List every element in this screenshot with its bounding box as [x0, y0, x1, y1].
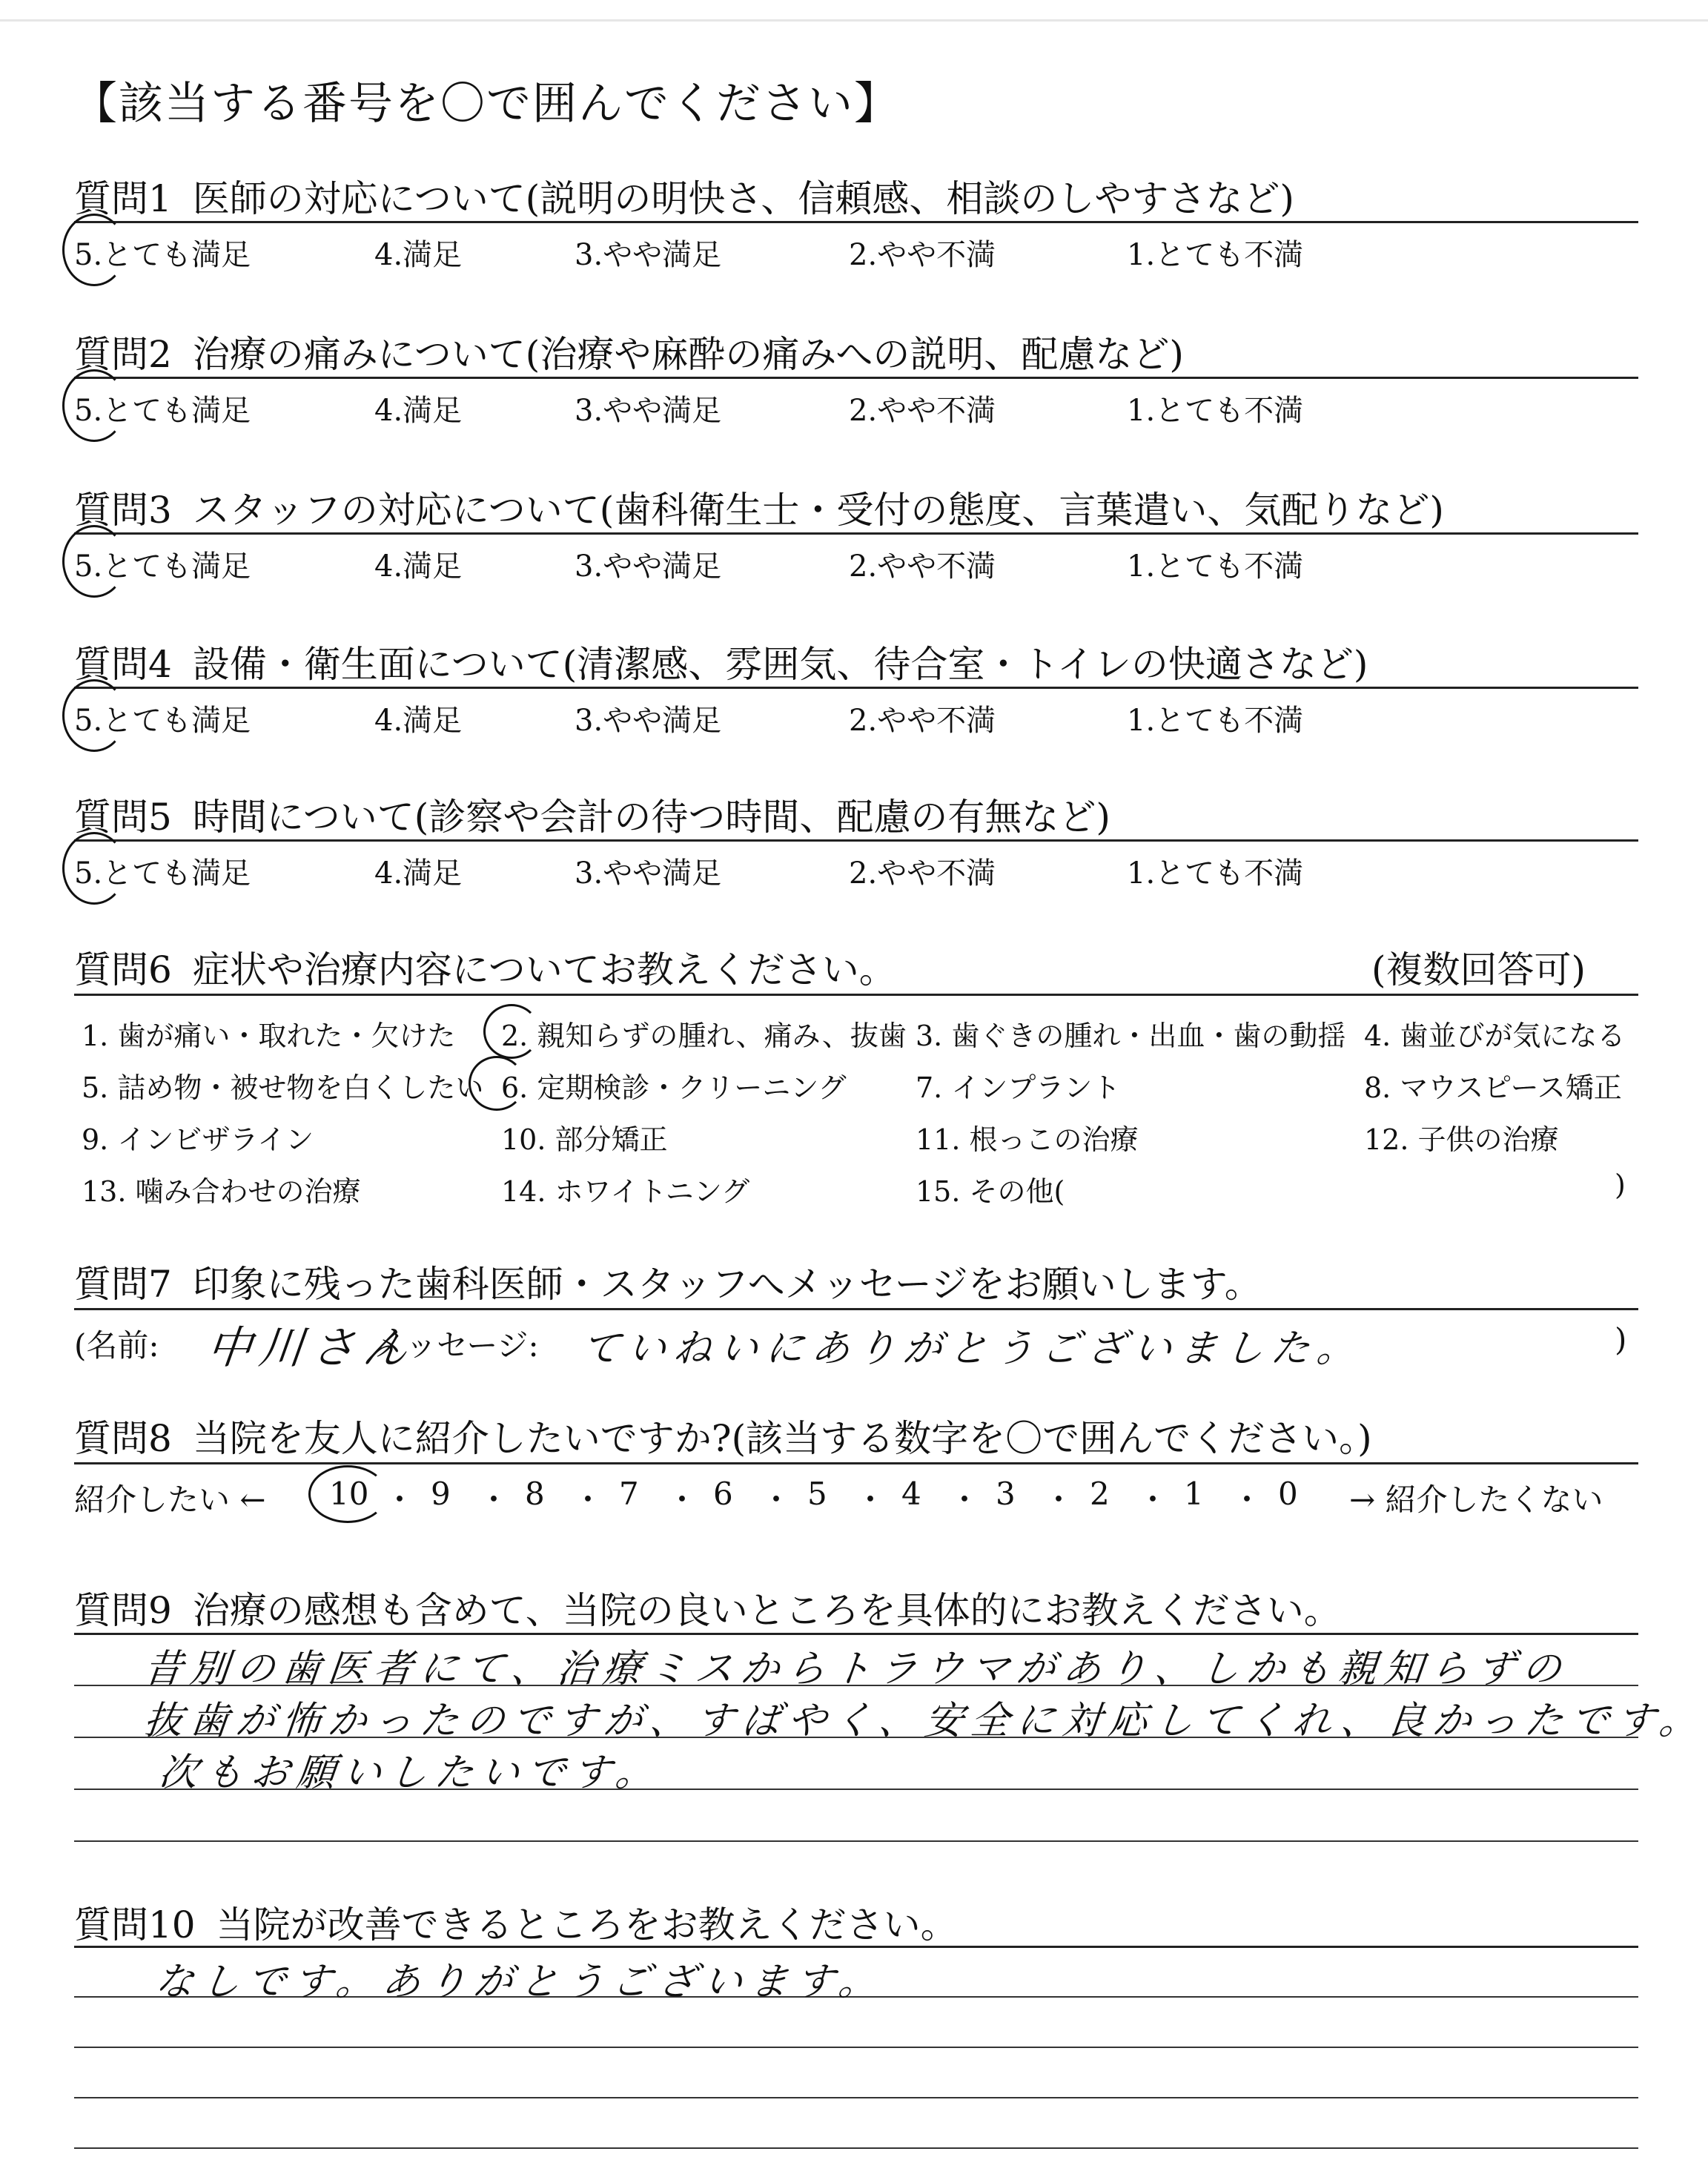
q6-option-11[interactable]: 11. 根っこの治療 [916, 1123, 1139, 1156]
q10-rule-0 [74, 1946, 1638, 1948]
q8-scale-0[interactable]: 0 [1278, 1476, 1298, 1512]
q1-option-5[interactable]: 5.とても満足 [74, 238, 251, 272]
q10-rule-4 [74, 2147, 1638, 2149]
q9-rule-4 [74, 1840, 1638, 1842]
q2-option-2[interactable]: 2.やや不満 [849, 394, 996, 428]
q8-scale-6[interactable]: 6 [713, 1476, 733, 1512]
q3-selection-mark [62, 525, 126, 598]
q8-title [74, 1409, 1372, 1462]
q1-rule [74, 221, 1638, 223]
q6-option-5[interactable]: 5. 詰め物・被せ物を白くしたい [82, 1071, 484, 1104]
q3-option-4[interactable]: 4.満足 [374, 549, 463, 584]
q5-option-5[interactable]: 5.とても満足 [74, 856, 251, 891]
q2-number: 質問2 [74, 333, 172, 376]
q8-scale-5[interactable]: 5 [807, 1476, 827, 1512]
q5-rule [74, 839, 1638, 842]
q9-answer-line-2: 抜歯が怖かったのですが、すばやく、安全に対応してくれ、良かったです。 [142, 1699, 1708, 1743]
q5-option-3[interactable]: 3.やや満足 [575, 856, 722, 891]
q6-rule [74, 994, 1638, 996]
q1-option-1[interactable]: 1.とても不満 [1127, 238, 1304, 272]
q4-option-4[interactable]: 4.満足 [374, 704, 463, 738]
q6-note: (複数回答可) [1371, 948, 1586, 991]
q1-option-4[interactable]: 4.満足 [374, 238, 463, 272]
q8-scale-separator: ・ [855, 1482, 887, 1518]
q8-number: 質問8 [74, 1417, 172, 1460]
q8-scale-4[interactable]: 4 [901, 1476, 921, 1512]
q8-scale-separator: ・ [949, 1482, 981, 1518]
q10-number: 質問10 [74, 1903, 196, 1946]
q8-scale-separator: ・ [478, 1482, 510, 1518]
q9-answer-line-1: 昔別の歯医者にて、治療ミスからトラウマがあり、しかも親知らずの [142, 1647, 1571, 1691]
q3-text: スタッフの対応について(歯科衛生士・受付の態度、言葉遣い、気配りなど) [192, 489, 1444, 532]
q6-option-9[interactable]: 9. インビザライン [82, 1123, 314, 1156]
q10-text: 当院が改善できるところをお教えください。 [216, 1903, 958, 1946]
q7-name-label: (名前: [74, 1327, 159, 1364]
q9-text: 治療の感想も含めて、当院の良いところを具体的にお教えください。 [192, 1589, 1341, 1632]
q6-option-6[interactable]: 6. 定期検診・クリーニング [501, 1071, 847, 1104]
q6-option-8[interactable]: 8. マウスピース矯正 [1364, 1071, 1622, 1104]
q1-title [74, 169, 1294, 222]
q2-title [74, 325, 1184, 378]
q2-text: 治療の痛みについて(治療や麻酔の痛みへの説明、配慮など) [192, 333, 1184, 376]
q3-option-3[interactable]: 3.やや満足 [575, 549, 722, 584]
q6-option-10[interactable]: 10. 部分矯正 [501, 1123, 668, 1156]
q2-rule [74, 377, 1638, 379]
q3-option-2[interactable]: 2.やや不満 [849, 549, 996, 584]
q8-scale-10[interactable]: 10 [329, 1476, 369, 1512]
q2-option-3[interactable]: 3.やや満足 [575, 394, 722, 428]
top-border [0, 19, 1708, 22]
q8-scale-separator: ・ [384, 1482, 416, 1518]
q7-title [74, 1255, 1262, 1308]
q8-text: 当院を友人に紹介したいですか?(該当する数字を〇で囲んでください。) [192, 1417, 1372, 1460]
q6-option-4[interactable]: 4. 歯並びが気になる [1364, 1020, 1626, 1052]
q9-number: 質問9 [74, 1589, 172, 1632]
q8-scale-separator: ・ [666, 1482, 698, 1518]
q4-option-1[interactable]: 1.とても不満 [1127, 704, 1304, 738]
page-heading: 【該当する番号を〇で囲んでください】 [73, 78, 900, 130]
q8-scale-separator: ・ [1137, 1482, 1169, 1518]
q5-option-1[interactable]: 1.とても不満 [1127, 856, 1304, 891]
q1-number: 質問1 [74, 177, 172, 220]
q4-selection-mark [62, 679, 126, 752]
q7-number: 質問7 [74, 1263, 172, 1306]
q8-scale-separator: ・ [572, 1482, 604, 1518]
q10-rule-3 [74, 2097, 1638, 2098]
q6-text: 症状や治療内容についてお教えください。 [192, 948, 896, 991]
q3-rule [74, 532, 1638, 535]
q8-scale-3[interactable]: 3 [996, 1476, 1016, 1512]
q3-title [74, 480, 1444, 534]
q6-title [74, 940, 896, 994]
q6-option-7[interactable]: 7. インプラント [916, 1071, 1121, 1104]
q6-option-13[interactable]: 13. 噛み合わせの治療 [82, 1175, 361, 1208]
q8-rule [74, 1462, 1638, 1464]
q2-option-4[interactable]: 4.満足 [374, 394, 463, 428]
q5-selection-mark [62, 832, 126, 905]
q8-left-label: 紹介したい ← [74, 1482, 266, 1518]
q6-option-12[interactable]: 12. 子供の治療 [1364, 1123, 1559, 1156]
q6-selection-mark-2 [483, 1004, 540, 1059]
q6-selection-mark-6 [469, 1056, 525, 1111]
q9-title [74, 1581, 1341, 1634]
q5-option-2[interactable]: 2.やや不満 [849, 856, 996, 891]
q1-text: 医師の対応について(説明の明快さ、信頼感、相談のしやすさなど) [192, 177, 1294, 220]
q6-option-2[interactable]: 2. 親知らずの腫れ、痛み、抜歯 [501, 1020, 907, 1052]
q7-message-value: ていねいにありがとうございました。 [579, 1327, 1366, 1371]
q4-option-3[interactable]: 3.やや満足 [575, 704, 722, 738]
q4-rule [74, 687, 1638, 689]
q5-option-4[interactable]: 4.満足 [374, 856, 463, 891]
q6-option-3[interactable]: 3. 歯ぐきの腫れ・出血・歯の動揺 [916, 1020, 1346, 1052]
q8-scale-1[interactable]: 1 [1184, 1476, 1204, 1512]
q5-text: 時間について(診察や会計の待つ時間、配慮の有無など) [192, 796, 1110, 839]
q3-option-1[interactable]: 1.とても不満 [1127, 549, 1304, 584]
q7-message-label: メッセージ: [374, 1327, 539, 1364]
q8-scale-separator: ・ [1231, 1482, 1263, 1518]
q8-scale-separator: ・ [761, 1482, 792, 1518]
q10-answer-line-1: なしです。ありがとうございます。 [153, 1960, 887, 2004]
q5-number: 質問5 [74, 796, 172, 839]
q8-selection-mark [308, 1465, 387, 1523]
q7-name-value: 中川さん [204, 1322, 418, 1374]
q2-option-5[interactable]: 5.とても満足 [74, 394, 251, 428]
q1-option-3[interactable]: 3.やや満足 [575, 238, 722, 272]
q4-number: 質問4 [74, 643, 172, 686]
q10-title [74, 1895, 958, 1949]
q4-title [74, 635, 1368, 688]
q7-text: 印象に残った歯科医師・スタッフへメッセージをお願いします。 [192, 1263, 1262, 1306]
q3-option-5[interactable]: 5.とても満足 [74, 549, 251, 584]
q6-number: 質問6 [74, 948, 172, 991]
q6-option-15[interactable]: 15. その他( [916, 1175, 1065, 1208]
q4-option-5[interactable]: 5.とても満足 [74, 704, 251, 738]
q4-option-2[interactable]: 2.やや不満 [849, 704, 996, 738]
q10-rule-2 [74, 2047, 1638, 2048]
q8-scale-2[interactable]: 2 [1090, 1476, 1110, 1512]
q8-right-label: → 紹介したくない [1349, 1482, 1603, 1518]
q9-answer-line-3: 次もお願いしたいです。 [156, 1751, 664, 1795]
q6-other-close: ) [1615, 1169, 1626, 1201]
q9-rule-0 [74, 1633, 1638, 1635]
q1-selection-mark [62, 214, 126, 286]
q2-selection-mark [62, 369, 126, 442]
q5-title [74, 787, 1110, 841]
q8-scale-9[interactable]: 9 [431, 1476, 451, 1512]
q6-option-1[interactable]: 1. 歯が痛い・取れた・欠けた [82, 1020, 456, 1052]
q8-scale-separator: ・ [1043, 1482, 1075, 1518]
q7-close: ) [1615, 1321, 1627, 1358]
q8-scale-8[interactable]: 8 [525, 1476, 545, 1512]
q2-option-1[interactable]: 1.とても不満 [1127, 394, 1304, 428]
q1-option-2[interactable]: 2.やや不満 [849, 238, 996, 272]
q4-text: 設備・衛生面について(清潔感、雰囲気、待合室・トイレの快適さなど) [192, 643, 1368, 686]
q3-number: 質問3 [74, 489, 172, 532]
q6-option-14[interactable]: 14. ホワイトニング [501, 1175, 750, 1208]
q8-scale-7[interactable]: 7 [619, 1476, 639, 1512]
q7-rule [74, 1308, 1638, 1310]
